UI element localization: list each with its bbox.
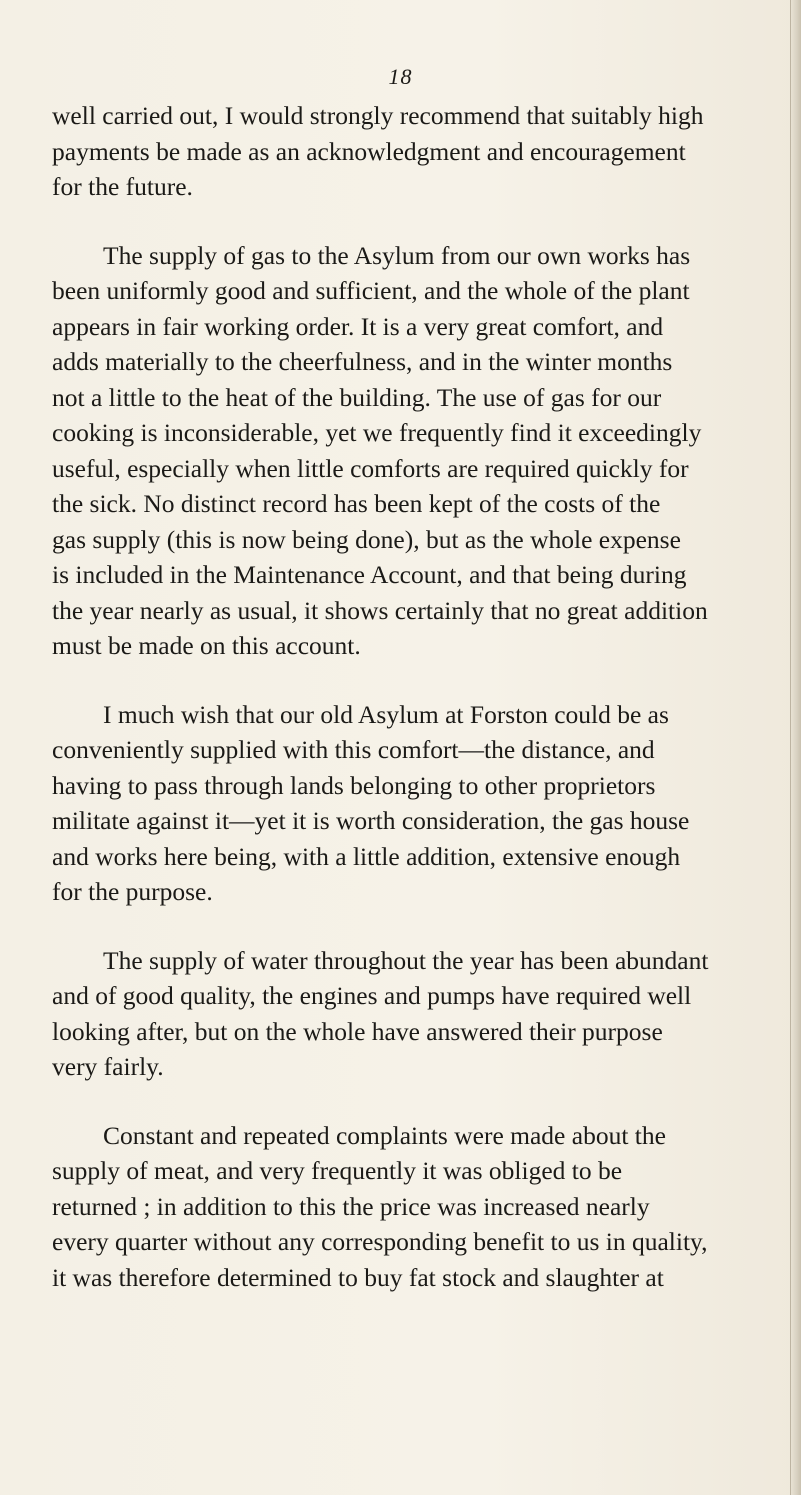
paragraph: [52, 943, 800, 1085]
text-line: The supply of water throughout the year has been abundant: [103, 945, 709, 975]
text-line: having to pass through lands belonging to other proprietors: [52, 770, 656, 800]
text-line: must be made on this account.: [52, 631, 361, 660]
text-line: and works here being, with a little addition, extensive enough: [52, 841, 681, 871]
text-line: The supply of gas to the Asylum from our own works has: [103, 240, 691, 270]
text-line: appears in fair working order. It is a very great comfort, and: [52, 311, 664, 341]
text-line: conveniently supplied with this comfort—the distance, and: [52, 735, 655, 764]
text-line: returned ; in addition to this the price was increased nearly: [52, 1191, 650, 1221]
text-line: for the purpose.: [52, 877, 213, 906]
text-line: gas supply (this is now being done), but as the whole expense: [52, 524, 681, 554]
text-line: is included in the Maintenance Account, and that being during: [52, 560, 687, 589]
paragraph: [52, 238, 800, 664]
text-line: the sick. No distinct record has been kept of the costs of the: [52, 489, 661, 518]
paragraph: [52, 98, 800, 205]
text-line: well carried out, I would strongly recommend that suitably high: [52, 101, 704, 130]
text-line: not a little to the heat of the building. The use of gas for our: [52, 382, 662, 412]
text-line: payments be made as an acknowledgment and encouragement: [52, 136, 686, 166]
text-line: I much wish that our old Asylum at Forston could be as: [103, 699, 669, 729]
paragraph: [52, 1118, 800, 1296]
text-line: useful, especially when little comforts are required quickly for: [52, 453, 689, 483]
text-line: Constant and repeated complaints were made about the: [103, 1120, 666, 1150]
text-line: very fairly.: [52, 1052, 164, 1081]
text-line: militate against it—yet it is worth consideration, the gas house: [52, 806, 690, 835]
text-line: for the future.: [52, 172, 193, 201]
text-line: and of good quality, the engines and pumps have required well: [52, 981, 692, 1010]
text-line: supply of meat, and very frequently it was obliged to be: [52, 1156, 623, 1185]
text-line: every quarter without any corresponding benefit to us in quality,: [52, 1227, 708, 1256]
text-line: cooking is inconsiderable, yet we frequently find it exceedingly: [52, 418, 702, 447]
text-line: been uniformly good and sufficient, and the whole of the plant: [52, 276, 690, 305]
body-text: [52, 98, 800, 1295]
text-line: the year nearly as usual, it shows certainly that no great addition: [52, 595, 708, 625]
text-line: it was therefore determined to buy fat stock and slaughter at: [52, 1262, 664, 1292]
page-number: 18: [388, 64, 413, 89]
text-line: looking after, but on the whole have answered their purpose: [52, 1016, 663, 1046]
paragraph: [52, 697, 800, 910]
text-line: adds materially to the cheerfulness, and in the winter months: [52, 347, 673, 376]
